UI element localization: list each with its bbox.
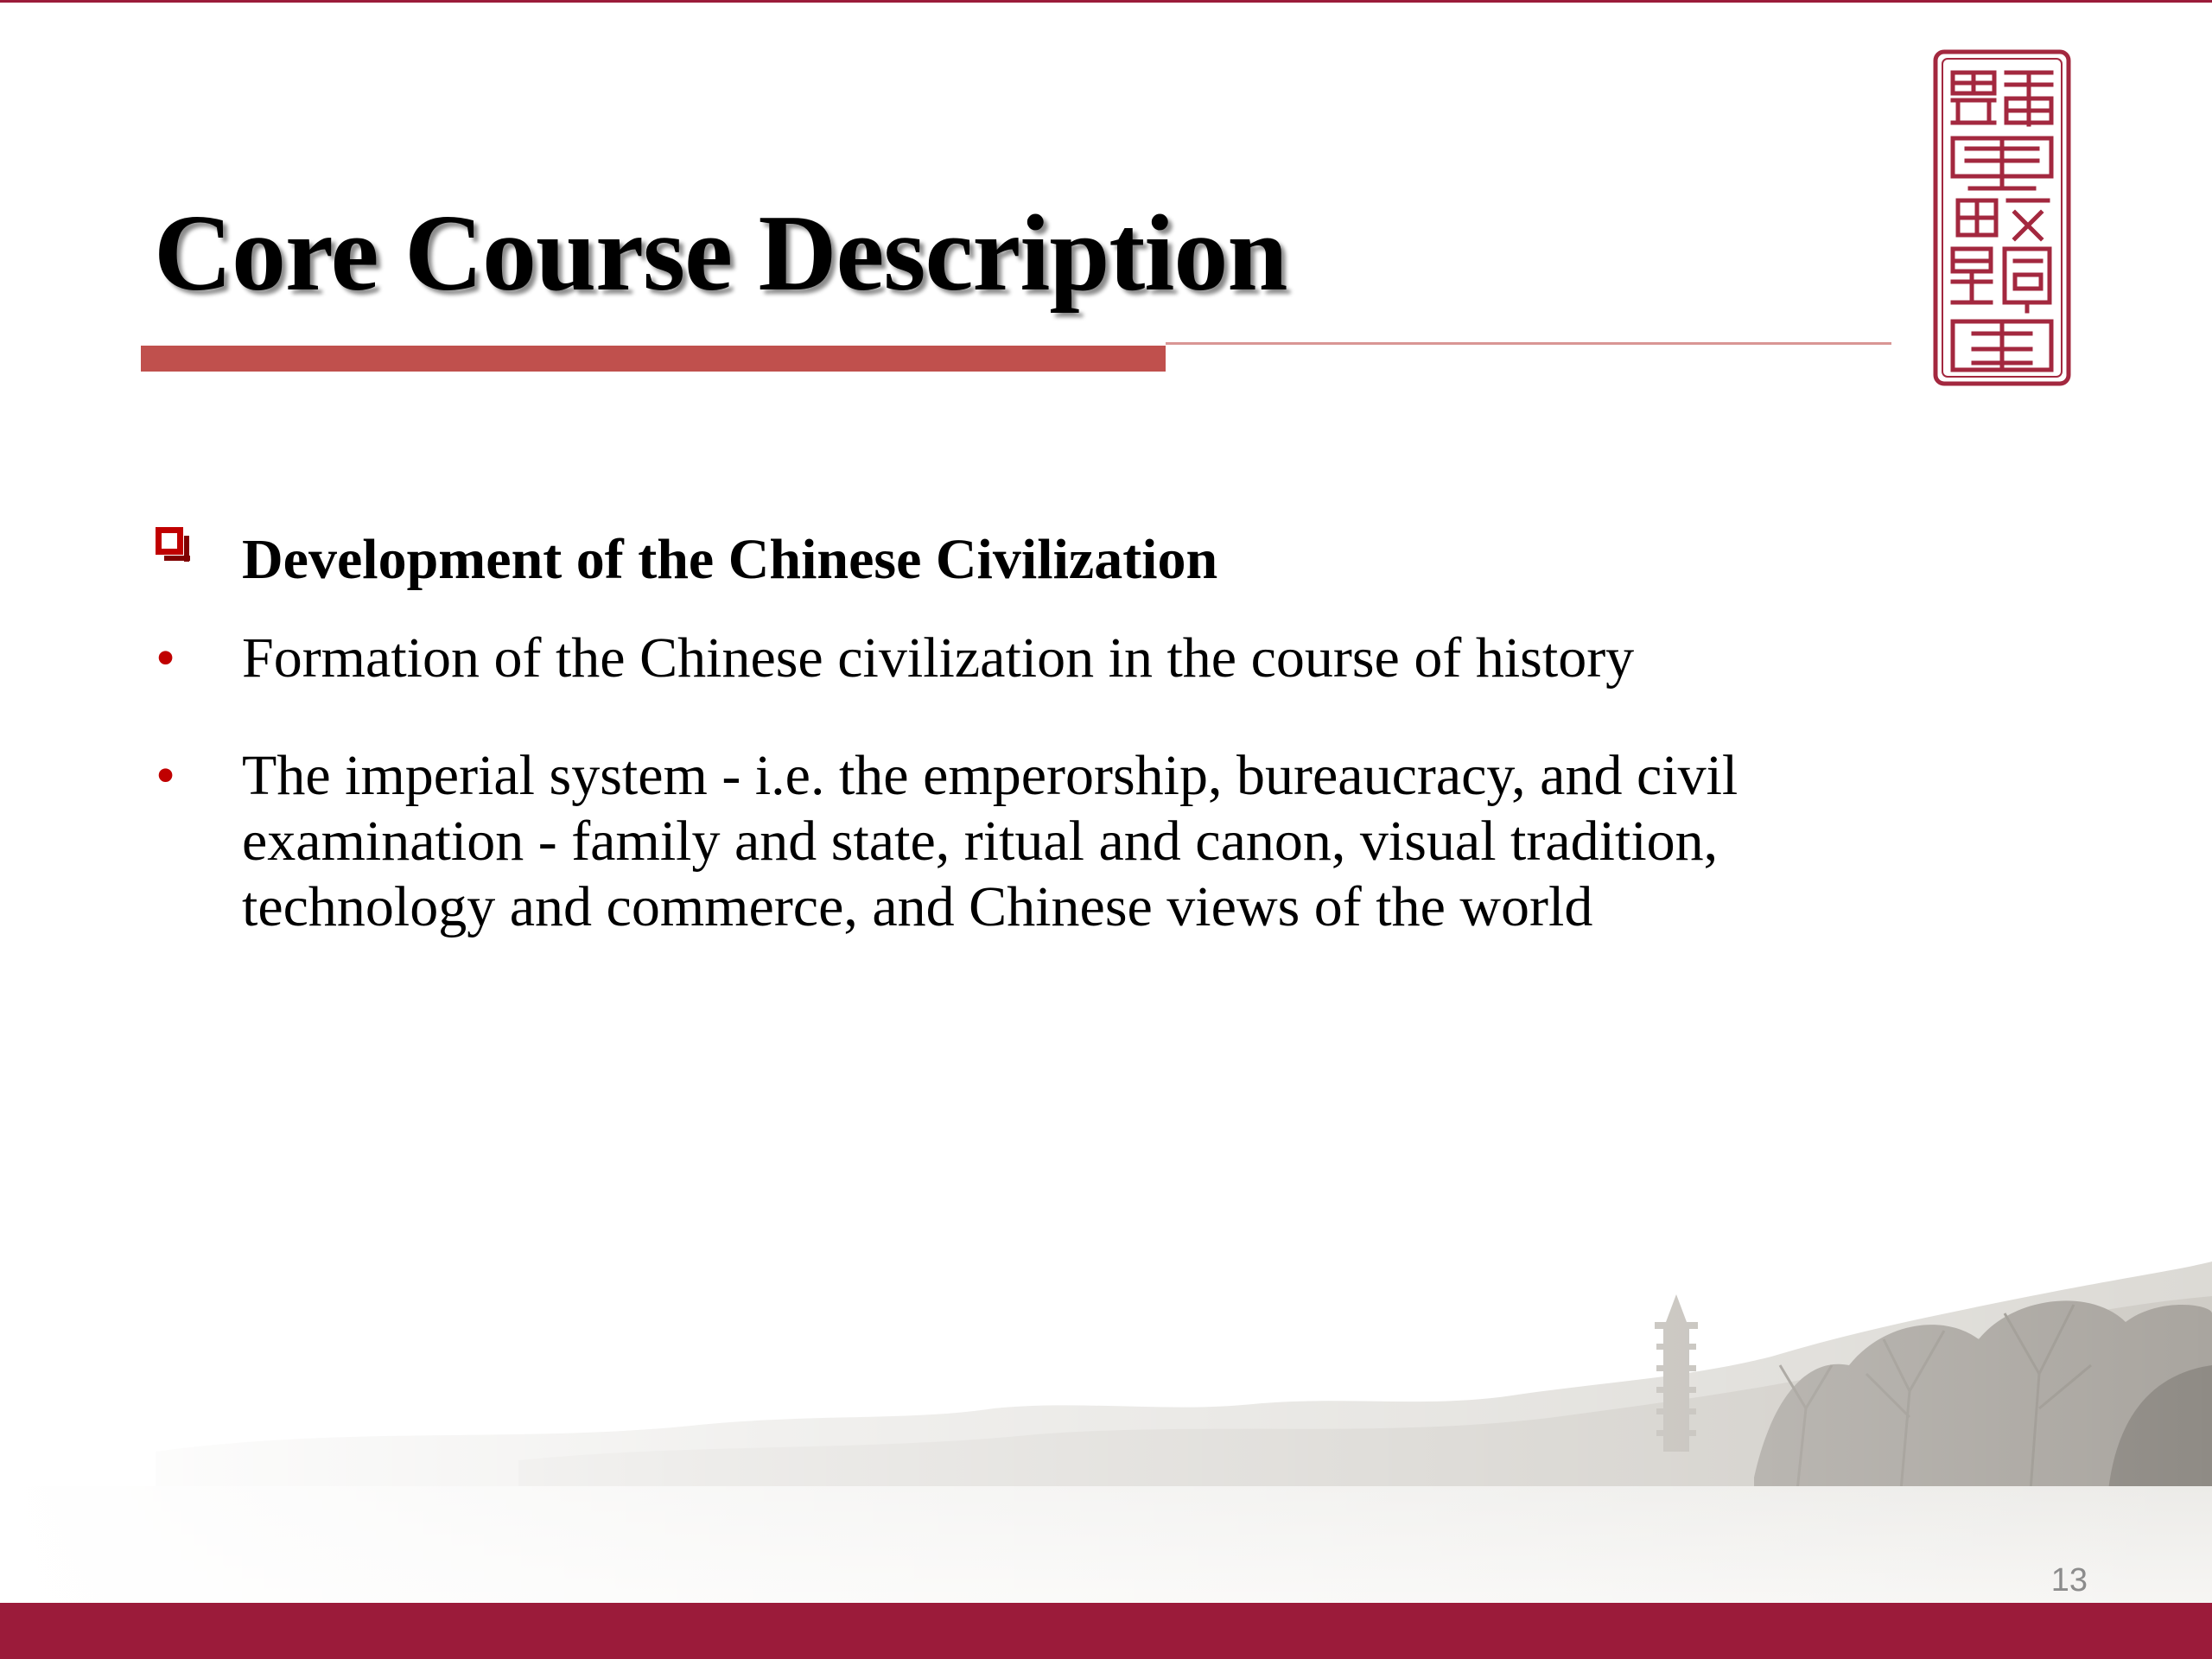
bullet-text: Formation of the Chinese civilization in the course of history (242, 626, 1635, 690)
page-number: 13 (2050, 1562, 2088, 1599)
footer-band (0, 1603, 2212, 1659)
title-underline-thin (1166, 342, 1891, 345)
bullet-text: The imperial system - i.e. the emperorship, bureaucracy, and civil examination - family and state, ritual and canon, visual tradition, technology and commerce, and Chinese views of the world (242, 744, 1738, 938)
bullet-dot-icon: • (156, 744, 176, 807)
top-border-line (0, 0, 2212, 3)
section-heading: Development of the Chinese Civilization (242, 528, 1218, 591)
landscape-background-image (0, 1192, 2212, 1607)
seal-stamp-logo (1932, 48, 2072, 387)
bullet-dot-icon: • (156, 626, 176, 690)
slide-title: Core Course Description (154, 194, 1287, 314)
checkbox-square-icon (156, 527, 183, 555)
title-underline-thick (141, 346, 1166, 372)
